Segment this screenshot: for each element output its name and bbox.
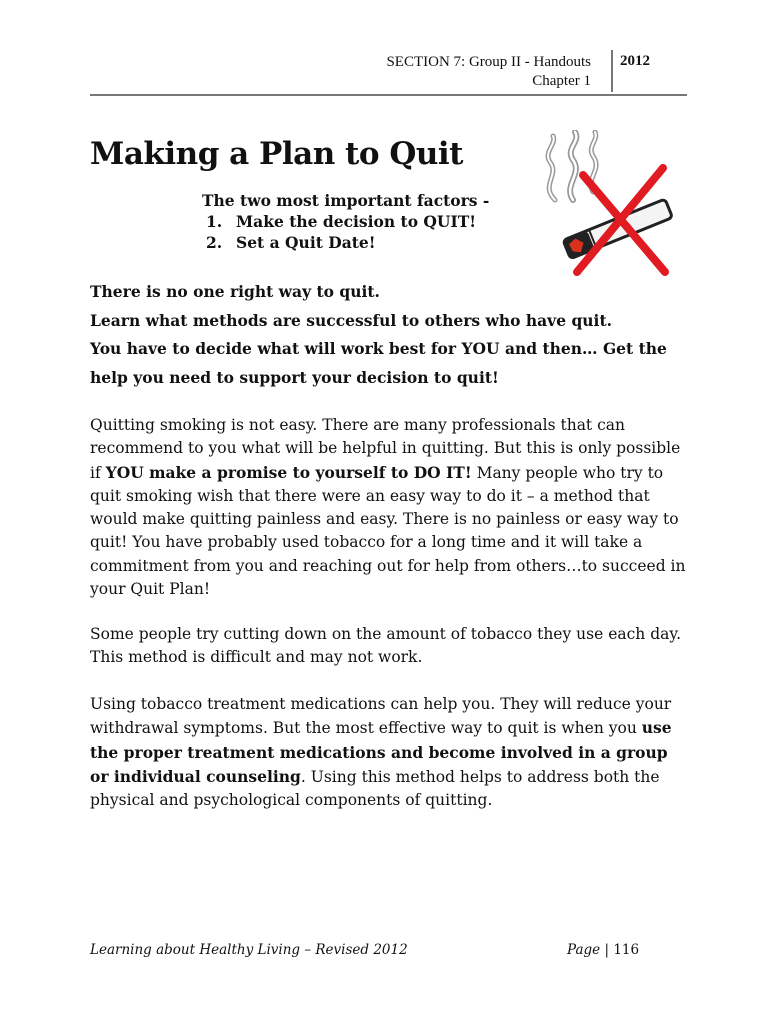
factor-item bbox=[202, 232, 489, 253]
paragraph-emphasis: YOU make a promise to yourself to DO IT! bbox=[105, 462, 472, 482]
intro-line: You have to decide what will work best for YOU and then… Get the help you need to support your decision to quit! bbox=[90, 339, 667, 387]
factors-block bbox=[202, 190, 489, 253]
footer-page-label: Page bbox=[567, 942, 601, 958]
paragraph-emphasis: use the proper treatment medications and become involved in a group or individual counseling bbox=[90, 718, 672, 786]
footer-title: Learning about Healthy Living – Revised 2012 bbox=[90, 942, 408, 958]
footer-separator: | bbox=[604, 942, 610, 958]
paragraph-text: . Using this method helps to address both the physical and psychological components of quitting. bbox=[90, 767, 660, 810]
factor-number: 1. bbox=[206, 212, 223, 231]
page-title: Making a Plan to Quit bbox=[90, 136, 463, 172]
factor-text: Set a Quit Date! bbox=[236, 233, 376, 252]
factor-number: 2. bbox=[206, 233, 223, 252]
paragraph-text: Many people who try to quit smoking wish that there were an easy way to do it – a method that would make quitting painless and easy. There is no painless or easy way to quit! You have probably used tobacco for a long time and it will take a commitment from you and reaching out for help from others…to succeed in your Quit Plan! bbox=[90, 463, 686, 599]
header-chapter: Chapter 1 bbox=[532, 73, 591, 89]
header-year: 2012 bbox=[620, 53, 650, 69]
factor-item bbox=[202, 211, 489, 232]
footer-page-number: 116 bbox=[613, 942, 640, 958]
factor-text: Make the decision to QUIT! bbox=[236, 212, 477, 231]
intro-line: Learn what methods are successful to others who have quit. bbox=[90, 310, 612, 330]
paragraph-medications bbox=[90, 693, 690, 812]
paragraph-quitting bbox=[90, 414, 690, 601]
factors-heading: The two most important factors - bbox=[202, 191, 490, 210]
no-smoking-cigarette-icon bbox=[535, 130, 685, 280]
paragraph-text: Using tobacco treatment medications can help you. They will reduce your withdrawal symptoms. But the most effective way to quit is when you bbox=[90, 695, 672, 738]
intro-line: There is no one right way to quit. bbox=[90, 282, 380, 301]
paragraph-cutting-down: Some people try cutting down on the amount of tobacco they use each day. This method is difficult and may not work. bbox=[90, 625, 681, 667]
footer-page bbox=[567, 942, 639, 958]
header-section-info bbox=[386, 53, 601, 91]
paragraph-text: Quitting smoking is not easy. There are many professionals that can recommend to you what will be helpful in quitting. But this is only possible if bbox=[90, 416, 681, 482]
intro-block bbox=[90, 278, 690, 392]
header-section: SECTION 7: Group II - Handouts bbox=[386, 54, 591, 70]
page-header bbox=[90, 50, 687, 96]
header-divider bbox=[611, 50, 613, 92]
